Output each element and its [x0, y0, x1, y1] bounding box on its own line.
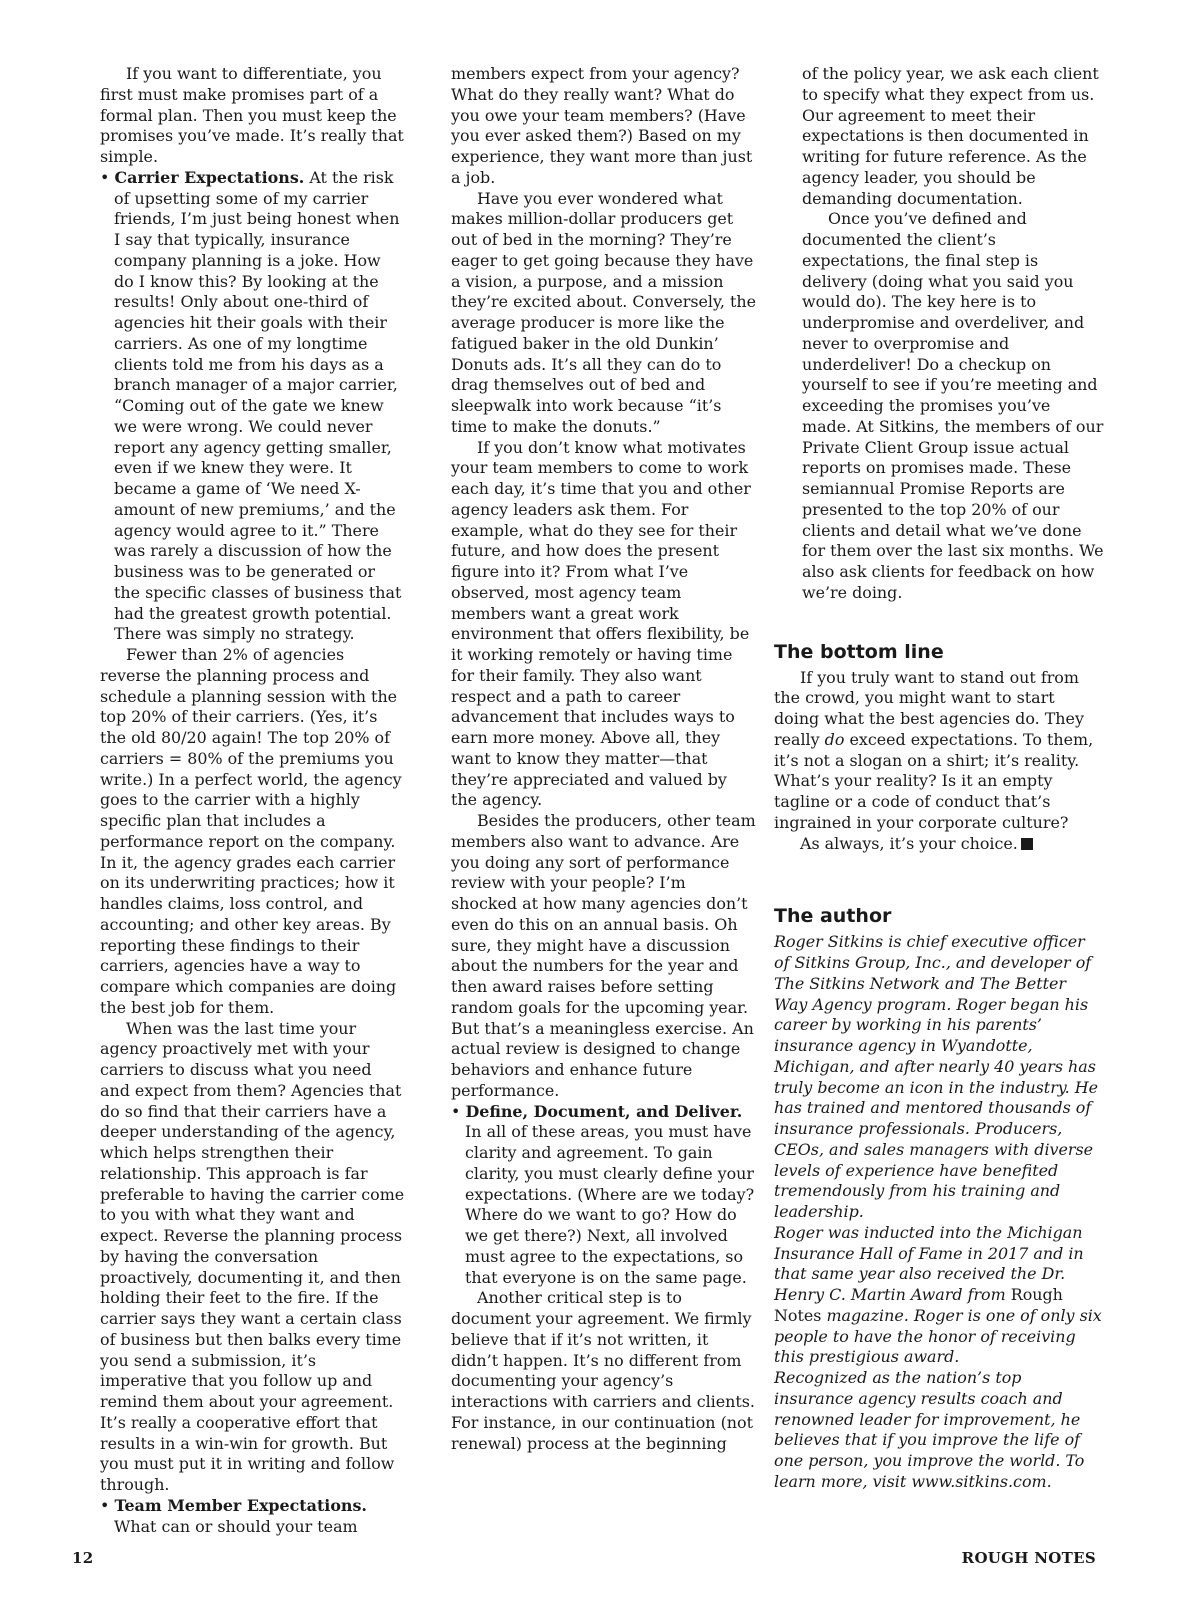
author-bio: [774, 932, 1104, 1492]
bullet-text: What can or should your team: [114, 1516, 358, 1536]
bullet-carrier-expectations: • Carrier Expectations. At the risk of upsetting some of my carrier friends, I’m just being honest when I say that typically, insurance company planning is a joke. How do I know this? By looking at the results! Only about one-third of agencies hit their goals with their carriers. As one of my longtime clients told me from his days as a branch manager of a major carrier, “Coming out of the gate we knew we were wrong. We could never report any agency getting smaller, even if we knew they were. It became a game of ‘We need X-amount of new premiums,’ and the agency would agree to it.” There was rarely a discussion of how the business was to be generated or the specific classes of business that had the greatest growth potential. There was simply no strategy.: [100, 167, 402, 644]
paragraph: Have you ever wondered what makes million-dollar producers get out of bed in the morning? They’re eager to get going because they have a vision, a purpose, and a mission they’re excited about. Conversely, the average producer is more like the fatigued baker in the old Dunkin’ Donuts ads. It’s all they can do to drag themselves out of bed and sleepwalk into work because “it’s time to make the donuts.”: [451, 188, 756, 436]
bullet-text: In all of these areas, you must have clarity and agreement. To gain clarity, you must clearly define your expectations. (Where are we today? Where do we want to go? How do we get there?) Next, all involved must agree to the expectations, so that everyone is on the same page.: [465, 1122, 755, 1287]
paragraph: Another critical step is to document your agreement. We firmly believe that if it’s not written, it didn’t happen. It’s no different from documenting your agency’s interactions with carriers and clients. For instance, in our continuation (not renewal) process at the beginning: [451, 1288, 755, 1453]
bio-paragraph: Roger Sitkins is chief executive officer of Sitkins Group, Inc., and developer of The Sitkins Network and The Better Way Agency program. Roger began his career by working in his parents’ insurance agency in Wyandotte, Michigan, and after nearly 40 years has truly become an icon in the industry. He has trained and mentored thousands of insurance professionals. Producers, CEOs, and sales managers with diverse levels of experience have benefited tremendously from his training and leadership.: [774, 932, 1099, 1221]
bullet-heading: Carrier Expectations.: [114, 167, 305, 187]
bullet-text: At the risk of upsetting some of my carrier friends, I’m just being honest when I say that typically, insurance company planning is a joke. How do I know this? By looking at the results! Only about one-third of agencies hit their goals with their carriers. As one of my longtime clients told me from his days as a branch manager of a major carrier, “Coming out of the gate we knew we were wrong. We could never report any agency getting smaller, even if we knew they were. It became a game of ‘We need X-amount of new premiums,’ and the agency would agree to it.” There was rarely a discussion of how the business was to be generated or the specific classes of business that had the greatest growth potential. There was simply no strategy.: [114, 167, 402, 644]
bio-paragraph: Roger was inducted into the Michigan Insurance Hall of Fame in 2017 and in that same year also received the Dr. Henry C. Martin Award from Rough Notes magazine. Roger is one of only six people to have the honor of receiving this prestigious award.: [774, 1222, 1102, 1367]
publication-name: ROUGH NOTES: [961, 1549, 1096, 1567]
emphasis: do: [824, 729, 845, 749]
paragraph: When was the last time your agency proactively met with your carriers to discuss what you need and expect from them? Agencies that do so find that their carriers have a deeper understanding of the agency, which helps strengthen their relationship. This approach is far preferable to having the carrier come to you with what they want and expect. Reverse the planning process by having the conversation proactively, documenting it, and then holding their feet to the fire. If the carrier says they want a certain class of business but then balks every time you send a submission, it’s imperative that you follow up and remind them about your agreement. It’s really a cooperative effort that results in a win-win for growth. But you must put it in writing and follow through.: [100, 1018, 405, 1494]
magazine-name: Rough Notes: [774, 1285, 1063, 1325]
section-heading-bottom-line: The bottom line: [774, 640, 944, 663]
paragraph: of the policy year, we ask each client to specify what they expect from us. Our agreement to meet their expectations is then documented in writing for future reference. As the agency leader, you should be demanding documentation.: [802, 64, 1099, 208]
page-number: 12: [72, 1549, 94, 1567]
article-column-2: [451, 64, 756, 1454]
bullet-heading: Define, Document, and Deliver.: [465, 1101, 743, 1121]
paragraph: If you truly want to stand out from the crowd, you might want to start doing what the best agencies do. They really do exceed expectations. To them, it’s not a slogan on a shirt; it’s reality. What’s your reality? Is it an empty tagline or a code of conduct that’s ingrained in your corporate culture?: [774, 667, 1094, 832]
paragraph: members expect from your agency? What do they really want? What do you owe your team members? (Have you ever asked them?) Based on my experience, they want more than just a job.: [451, 64, 753, 187]
section-heading-author: The author: [774, 905, 892, 928]
bullet-heading: Team Member Expectations.: [114, 1495, 367, 1515]
article-column-3: [774, 64, 1104, 1493]
end-of-article-mark: [1021, 838, 1033, 850]
paragraph: Besides the producers, other team members also want to advance. Are you doing any sort of performance review with your people? I’m shocked at how many agencies don’t even do this on an annual basis. Oh sure, they might have a discussion about the numbers for the year and then award raises before setting random goals for the upcoming year. But that’s a meaningless exercise. An actual review is designed to change behaviors and enhance future performance.: [451, 811, 756, 1100]
paragraph: Fewer than 2% of agencies reverse the planning process and schedule a planning session with the top 20% of their carriers. (Yes, it’s the old 80/20 again! The top 20% of carriers = 80% of the premiums you write.) In a perfect world, the agency goes to the carrier with a highly specific plan that includes a performance report on the company. In it, the agency grades each carrier on its underwriting practices; how it handles claims, loss control, and accounting; and other key areas. By reporting these findings to their carriers, agencies have a way to compare which companies are doing the best job for them.: [100, 645, 402, 1017]
bullet-team-member-expectations: • Team Member Expectations. What can or should your team: [100, 1495, 367, 1536]
paragraph: As always, it’s your choice.: [774, 834, 1104, 855]
bullet-define-document-deliver: • Define, Document, and Deliver. In all of these areas, you must have clarity and agreement. To gain clarity, you must clearly define your expectations. (Where are we today? Where do we want to go? How do we get there?) Next, all involved must agree to the expectations, so that everyone is on the same page.: [451, 1101, 755, 1287]
paragraph: Once you’ve defined and documented the client’s expectations, the final step is delivery (doing what you said you would do). The key here is to underpromise and overdeliver, and never to overpromise and underdeliver! Do a checkup on yourself to see if you’re meeting and exceeding the promises you’ve made. At Sitkins, the members of our Private Client Group issue actual reports on promises made. These semiannual Promise Reports are presented to the top 20% of our clients and detail what we’ve done for them over the last six months. We also ask clients for feedback on how we’re doing.: [802, 209, 1104, 602]
paragraph: If you don’t know what motivates your team members to come to work each day, it’s time that you and other agency leaders ask them. For example, what do they see for their future, and how does the present figure into it? From what I’ve observed, most agency team members want a great work environment that offers flexibility, be it working remotely or having time for their family. They also want respect and a path to career advancement that includes ways to earn more money. Above all, they want to know they matter—that they’re appreciated and valued by the agency.: [451, 437, 751, 810]
bio-paragraph: Recognized as the nation’s top insurance agency results coach and renowned leader for improvement, he believes that if you improve the life of one person, you improve the world. To learn more, visit www.sitkins.com.: [774, 1368, 1085, 1491]
paragraph: If you want to differentiate, you first must make promises part of a formal plan. Then you must keep the promises you’ve made. It’s really that simple.: [100, 64, 404, 166]
article-column-1: [100, 64, 405, 1537]
